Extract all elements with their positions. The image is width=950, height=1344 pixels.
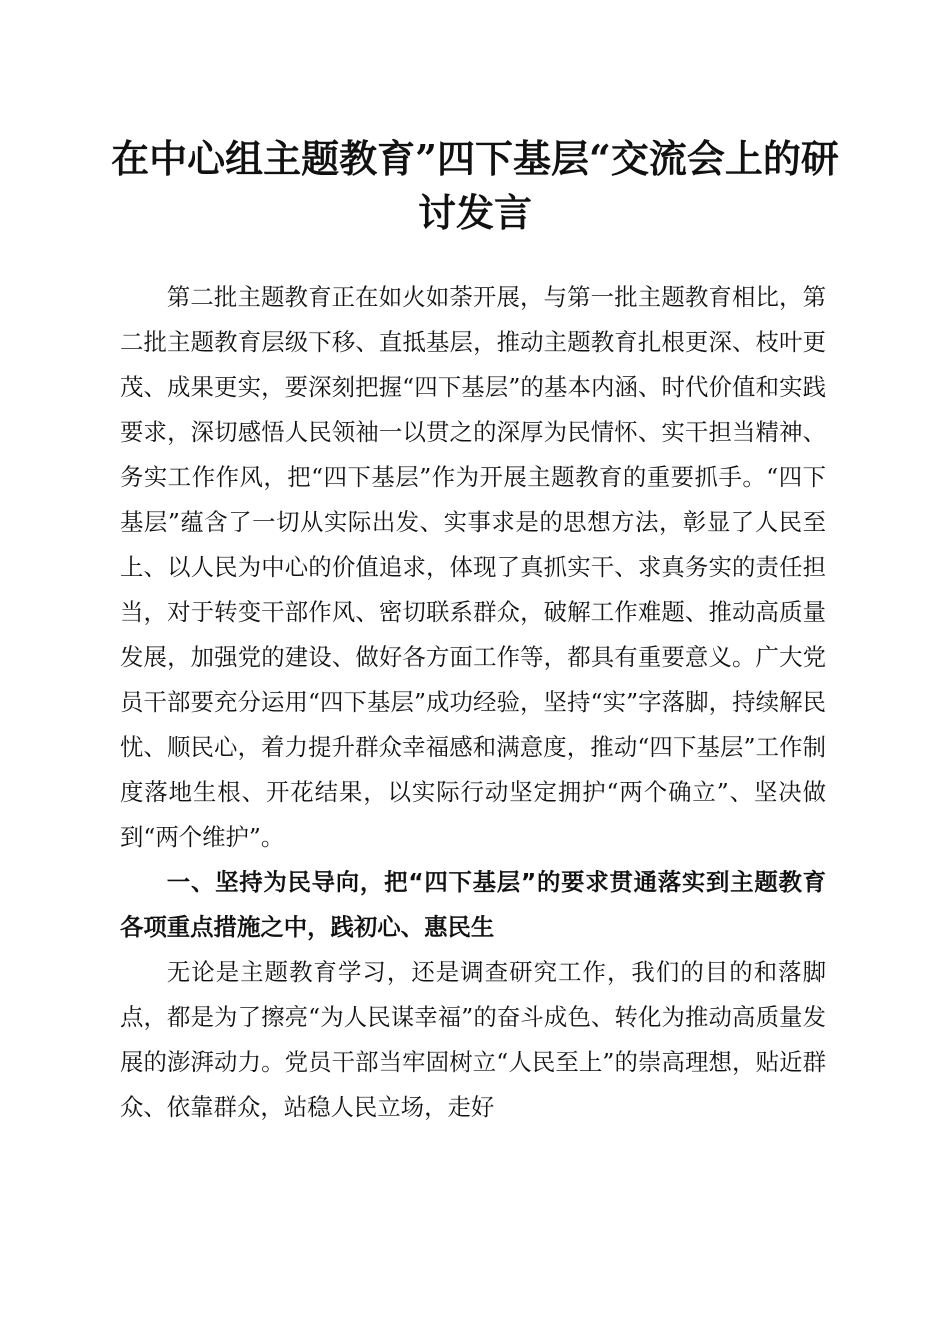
intro-paragraph: 第二批主题教育正在如火如荼开展，与第一批主题教育相比，第二批主题教育层级下移、直抵基层，推动主题教育扎根更深、枝叶更茂、成果更实，要深刻把握“四下基层”的基本内涵、时代价值和实践要求，深切感悟人民领袖一以贯之的深厚为民情怀、实干担当精神、务实工作作风，把“四下基层”作为开展主题教育的重要抓手。“四下基层”蕴含了一切从实际出发、实事求是的思想方法，彰显了人民至上、以人民为中心的价值追求，体现了真抓实干、求真务实的责任担当，对于转变干部作风、密切联系群众，破解工作难题、推动高质量发展，加强党的建设、做好各方面工作等，都具有重要意义。广大党员干部要充分运用“四下基层”成功经验，坚持“实”字落脚，持续解民忧、顺民心，着力提升群众幸福感和满意度，推动“四下基层”工作制度落地生根、开花结果，以实际行动坚定拥护“两个确立”、坚决做到“两个维护”。 [120, 283, 826, 851]
section-1-paragraph: 无论是主题教育学习，还是调查研究工作，我们的目的和落脚点，都是为了擦亮“为人民谋幸福”的奋斗成色、转化为推动高质量发展的澎湃动力。党员干部当牢固树立“人民至上”的崇高理想，贴近群众、依靠群众，站稳人民立场，走好 [120, 958, 826, 1121]
section-heading-1: 一、坚持为民导向，把“四下基层”的要求贯通落实到主题教育各项重点措施之中，践初心、惠民生 [120, 868, 826, 941]
document-title: 在中心组主题教育”四下基层“交流会上的研讨发言 [111, 136, 839, 235]
document-body [120, 275, 826, 1130]
